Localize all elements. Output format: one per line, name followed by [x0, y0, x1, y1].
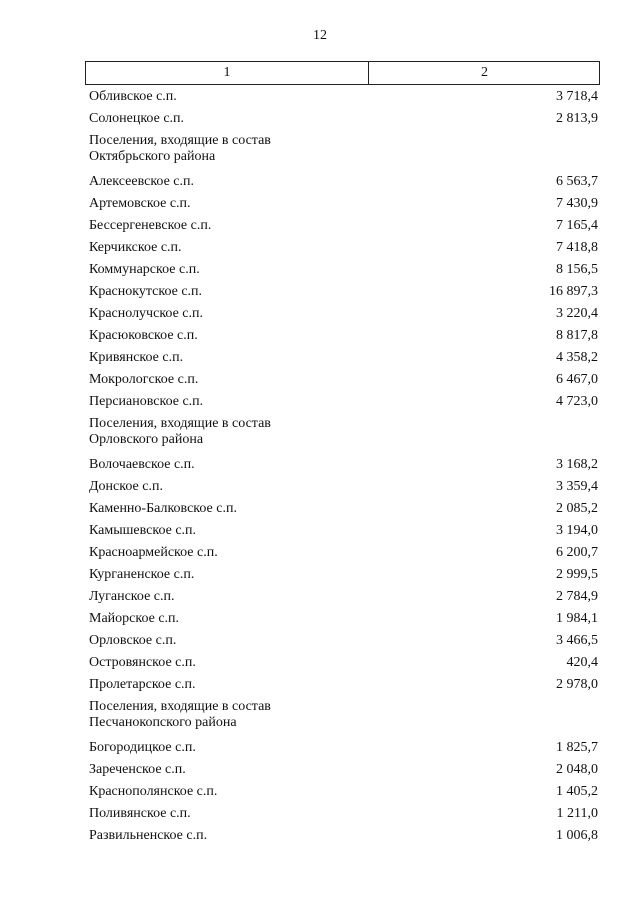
table-row: [89, 759, 598, 781]
settlement-name: Коммунарское с.п.: [89, 262, 200, 277]
settlement-value: 3 194,0: [556, 523, 598, 538]
group-header-row: [89, 696, 598, 737]
settlement-value: 8 817,8: [556, 328, 598, 343]
settlement-value: 4 358,2: [556, 350, 598, 365]
settlement-value: 2 085,2: [556, 501, 598, 516]
table-row: [89, 476, 598, 498]
settlement-value: 3 359,4: [556, 479, 598, 494]
table-row: [89, 564, 598, 586]
table-row: [89, 108, 598, 130]
settlement-value: 2 048,0: [556, 762, 598, 777]
table-row: [89, 542, 598, 564]
settlement-name: Луганское с.п.: [89, 589, 175, 604]
settlement-value: 1 405,2: [556, 784, 598, 799]
table-row: [89, 215, 598, 237]
settlement-value: 2 784,9: [556, 589, 598, 604]
settlement-value: 3 466,5: [556, 633, 598, 648]
settlement-name: Обливское с.п.: [89, 89, 177, 104]
page-number: 12: [313, 28, 327, 43]
settlement-value: 1 825,7: [556, 740, 598, 755]
table-row: [89, 259, 598, 281]
settlement-value: 2 978,0: [556, 677, 598, 692]
table-row: [89, 608, 598, 630]
settlement-name: Краснолучское с.п.: [89, 306, 203, 321]
settlement-value: 2 813,9: [556, 111, 598, 126]
table-body: [89, 86, 598, 847]
table-row: [89, 498, 598, 520]
table-row: [89, 171, 598, 193]
settlement-value: 1 211,0: [556, 806, 598, 821]
group-header-row: [89, 130, 598, 171]
table-row: [89, 303, 598, 325]
table-row: [89, 281, 598, 303]
settlement-value: 7 430,9: [556, 196, 598, 211]
settlement-name: Солонецкое с.п.: [89, 111, 185, 126]
settlement-name: Артемовское с.п.: [89, 196, 191, 211]
settlement-value: 1 984,1: [556, 611, 598, 626]
table-row: [89, 674, 598, 696]
settlement-name: Поселения, входящие в состав Октябрьского района: [89, 133, 271, 164]
settlement-name: Пролетарское с.п.: [89, 677, 196, 692]
table-row: [89, 630, 598, 652]
settlement-name: Богородицкое с.п.: [89, 740, 196, 755]
settlement-name: Майорское с.п.: [89, 611, 180, 626]
settlement-name: Развильненское с.п.: [89, 828, 208, 843]
table-row: [89, 86, 598, 108]
settlement-name: Камышевское с.п.: [89, 523, 197, 538]
settlement-value: 3 718,4: [556, 89, 598, 104]
header-col-1: 1: [86, 62, 369, 84]
settlement-value: 4 723,0: [556, 394, 598, 409]
table-row: [89, 391, 598, 413]
settlement-name: Краснополянское с.п.: [89, 784, 218, 799]
settlement-name: Красюковское с.п.: [89, 328, 198, 343]
table-row: [89, 652, 598, 674]
table-row: [89, 237, 598, 259]
settlement-value: 8 156,5: [556, 262, 598, 277]
settlement-value: 6 467,0: [556, 372, 598, 387]
settlement-name: Персиановское с.п.: [89, 394, 204, 409]
settlement-name: Донское с.п.: [89, 479, 163, 494]
settlement-name: Красноармейское с.п.: [89, 545, 218, 560]
settlement-name: Поселения, входящие в состав Песчанокопского района: [89, 699, 271, 730]
settlement-value: 3 220,4: [556, 306, 598, 321]
settlement-value: 2 999,5: [556, 567, 598, 582]
settlement-value: 6 563,7: [556, 174, 598, 189]
settlement-name: Кривянское с.п.: [89, 350, 184, 365]
settlement-name: Орловское с.п.: [89, 633, 177, 648]
settlement-name: Каменно-Балковское с.п.: [89, 501, 237, 516]
settlement-name: Алексеевское с.п.: [89, 174, 194, 189]
settlement-name: Керчикское с.п.: [89, 240, 182, 255]
settlement-value: 3 168,2: [556, 457, 598, 472]
settlement-value: 7 165,4: [556, 218, 598, 233]
table-row: [89, 825, 598, 847]
table-header: [85, 61, 600, 85]
settlement-value: 16 897,3: [549, 284, 598, 299]
table-row: [89, 781, 598, 803]
table-row: [89, 325, 598, 347]
table-row: [89, 193, 598, 215]
settlement-name: Волочаевское с.п.: [89, 457, 195, 472]
settlement-value: 6 200,7: [556, 545, 598, 560]
settlement-name: Поселения, входящие в состав Орловского района: [89, 416, 271, 447]
table-row: [89, 737, 598, 759]
settlement-value: 7 418,8: [556, 240, 598, 255]
table-row: [89, 369, 598, 391]
settlement-name: Курганенское с.п.: [89, 567, 195, 582]
group-header-row: [89, 413, 598, 454]
header-col-2: 2: [481, 65, 488, 80]
settlement-value: 1 006,8: [556, 828, 598, 843]
settlement-value: 420,4: [566, 655, 598, 670]
settlement-name: Поливянское с.п.: [89, 806, 191, 821]
settlement-name: Островянское с.п.: [89, 655, 196, 670]
settlement-name: Краснокутское с.п.: [89, 284, 203, 299]
table-row: [89, 803, 598, 825]
settlement-name: Бессергеневское с.п.: [89, 218, 212, 233]
settlement-name: Зареченское с.п.: [89, 762, 186, 777]
table-row: [89, 586, 598, 608]
table-row: [89, 520, 598, 542]
settlement-name: Мокрологское с.п.: [89, 372, 199, 387]
table-row: [89, 347, 598, 369]
table-row: [89, 454, 598, 476]
